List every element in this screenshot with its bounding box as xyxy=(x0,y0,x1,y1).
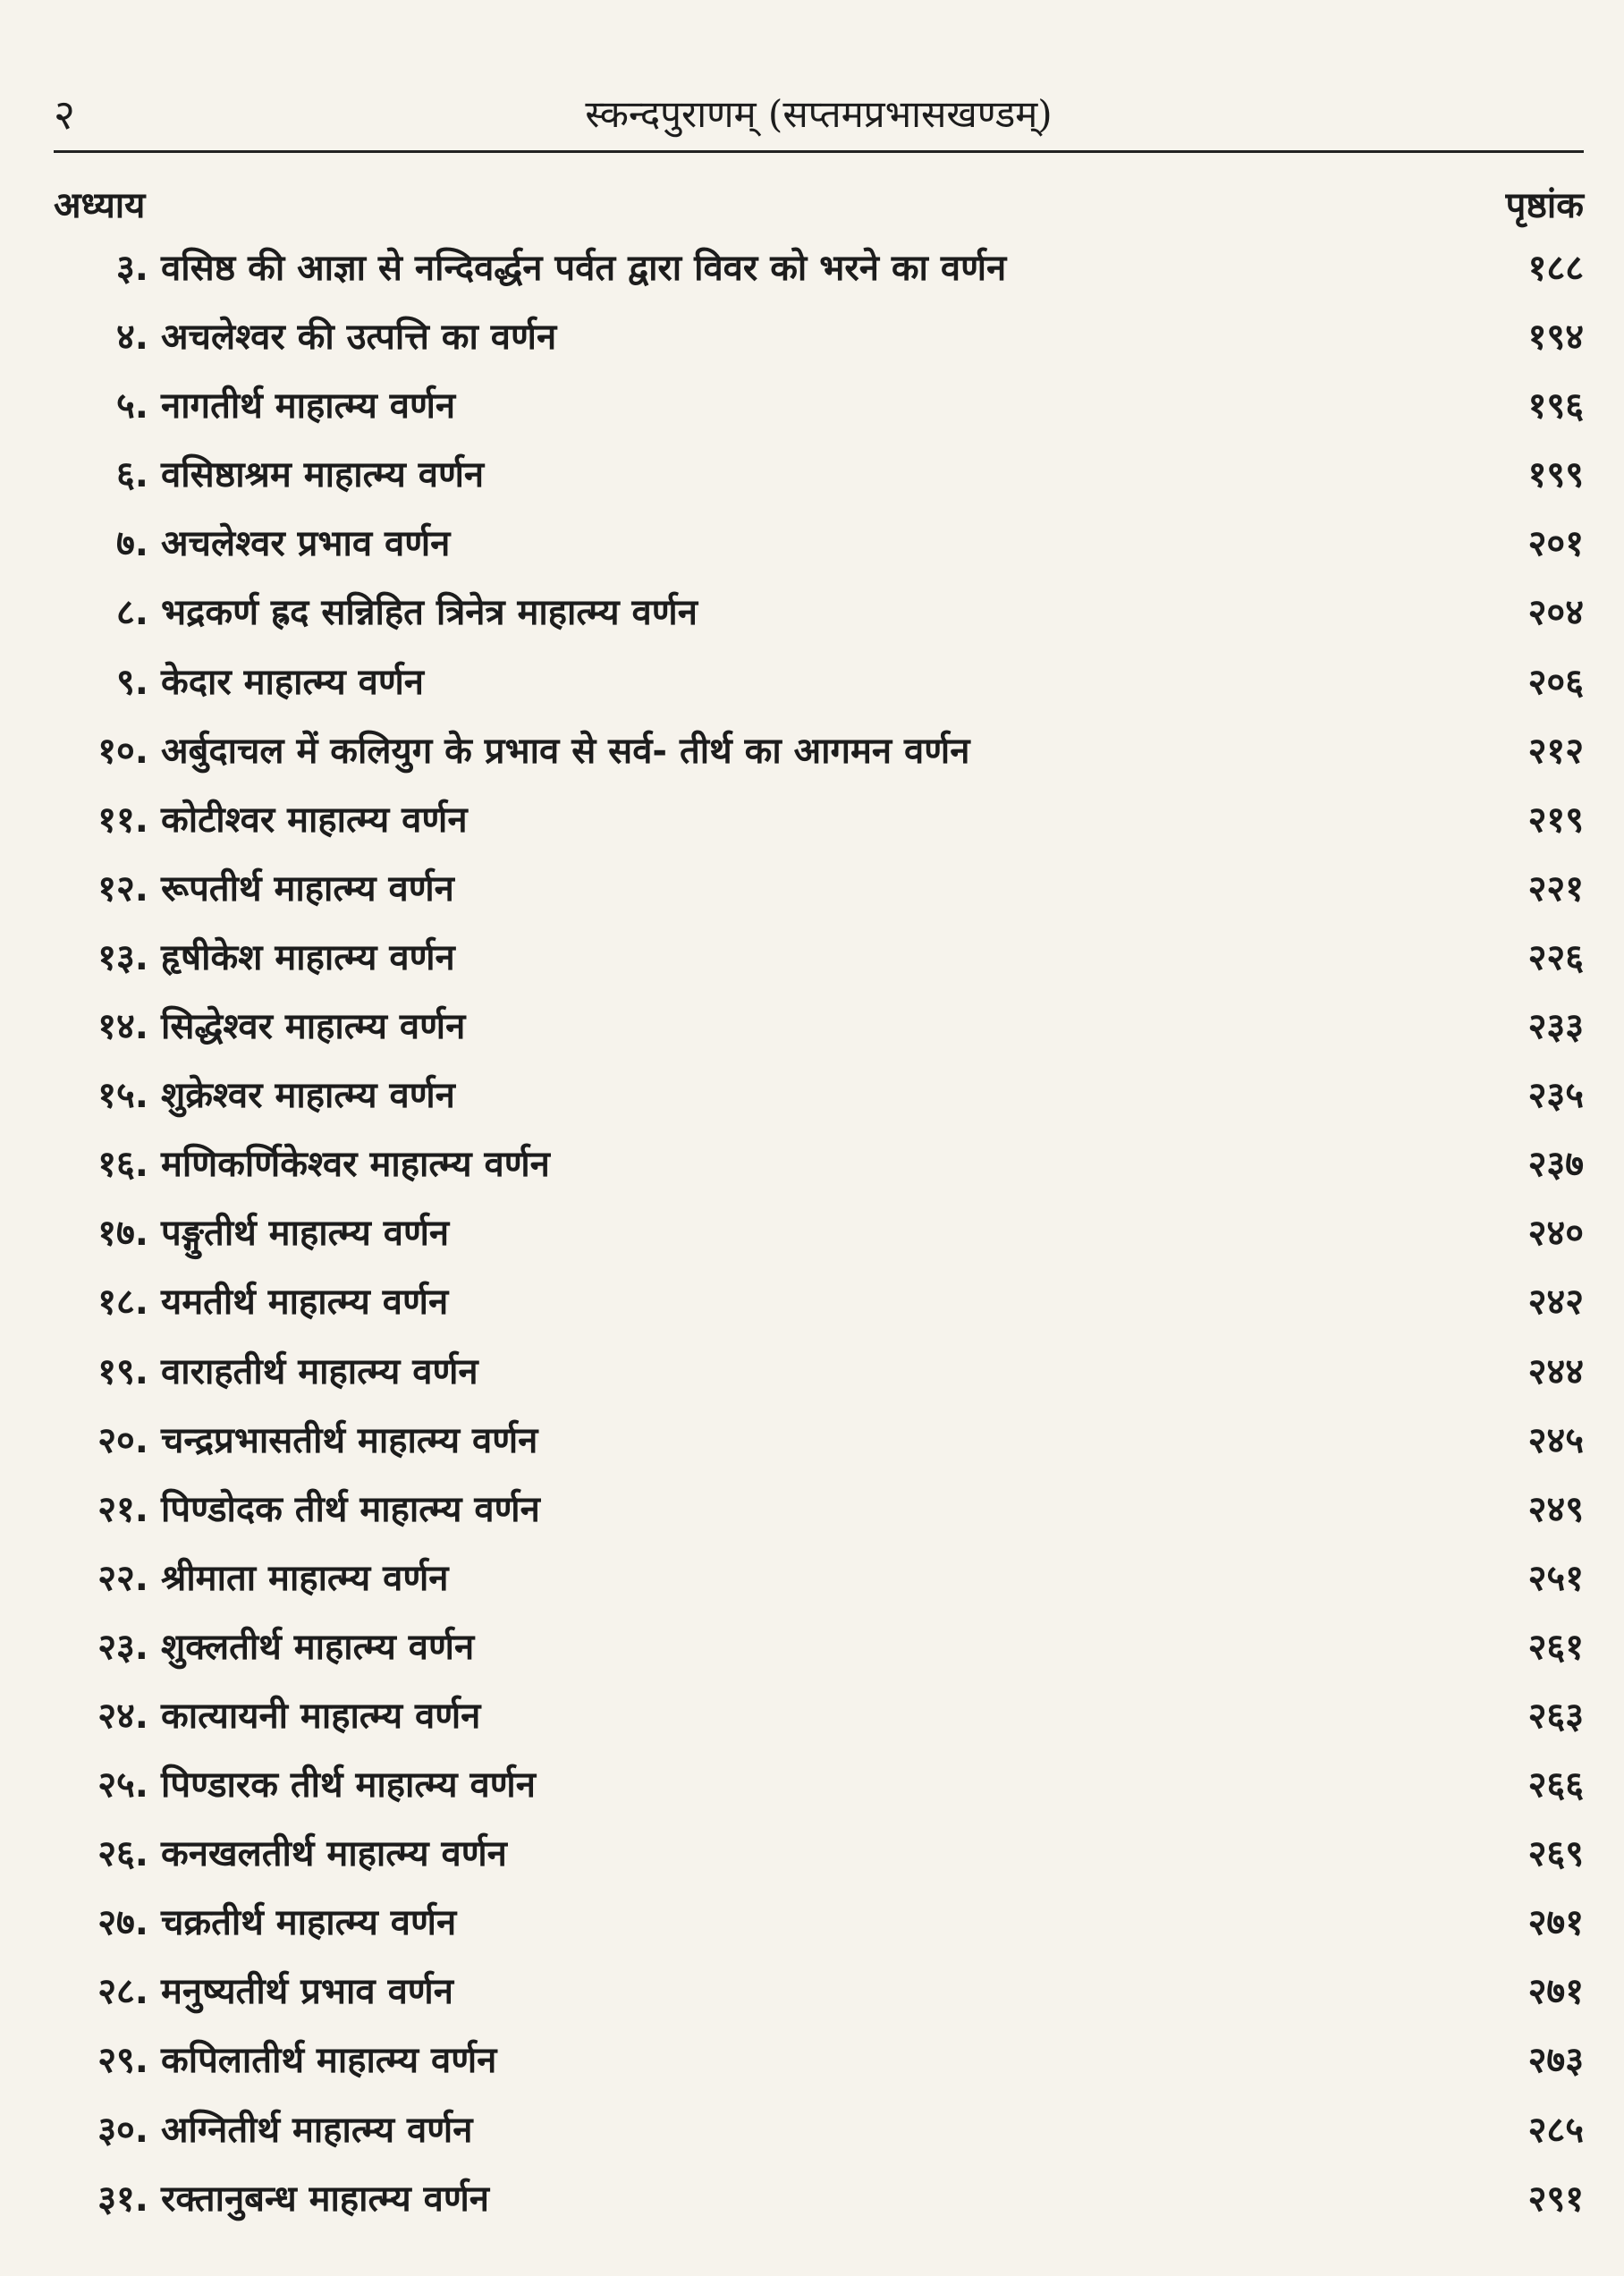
toc-entry xyxy=(54,1338,1584,1407)
chapter-number: १०. xyxy=(97,730,148,772)
chapter-page-number: २६३ xyxy=(1527,1695,1584,1737)
toc-entry xyxy=(54,855,1584,924)
toc-entry xyxy=(54,1889,1584,1958)
chapter-number: ९. xyxy=(116,661,148,703)
toc-entry xyxy=(54,648,1584,717)
chapter-number: २८. xyxy=(97,1971,148,2013)
chapter-page-number: २६९ xyxy=(1527,1833,1584,1875)
table-of-contents xyxy=(54,234,1584,2234)
chapter-title: कात्यायनी माहात्म्य वर्णन xyxy=(161,1695,481,1737)
chapter-title: कनखलतीर्थ माहात्म्य वर्णन xyxy=(161,1833,507,1875)
chapter-page-number: २४४ xyxy=(1527,1350,1584,1392)
chapter-title: वसिष्ठ की आज्ञा से नन्दिवर्द्धन पर्वत द्वारा विवर को भरने का वर्णन xyxy=(161,248,1007,289)
chapter-column-label: अध्याय xyxy=(54,185,146,226)
chapter-page-number: २४० xyxy=(1527,1213,1584,1255)
chapter-title: भद्रकर्ण ह्रद सन्निहित त्रिनेत्र माहात्म्य वर्णन xyxy=(161,592,698,634)
chapter-title: नागतीर्थ माहात्म्य वर्णन xyxy=(161,385,456,427)
toc-entry xyxy=(54,1062,1584,1130)
chapter-title: अर्बुदाचल में कलियुग के प्रभाव से सर्व- तीर्थ का आगमन वर्णन xyxy=(161,730,970,772)
toc-entry xyxy=(54,717,1584,786)
page-column-label: पृष्ठांक xyxy=(1505,185,1584,226)
chapter-number: १७. xyxy=(97,1213,148,1255)
chapter-title: कपिलातीर्थ माहात्म्य वर्णन xyxy=(161,2040,497,2082)
chapter-title: श्रीमाता माहात्म्य वर्णन xyxy=(161,1557,449,1599)
toc-entry xyxy=(54,1613,1584,1682)
chapter-title: चन्द्रप्रभासतीर्थ माहात्म्य वर्णन xyxy=(161,1419,538,1461)
chapter-page-number: २१९ xyxy=(1527,799,1584,841)
chapter-page-number: २७१ xyxy=(1527,1902,1584,1944)
toc-entry xyxy=(54,993,1584,1062)
chapter-page-number: २७३ xyxy=(1527,2040,1584,2082)
chapter-number: २९. xyxy=(97,2040,148,2082)
chapter-page-number: २३५ xyxy=(1527,1075,1584,1117)
chapter-title: केदार माहात्म्य वर्णन xyxy=(161,661,425,703)
chapter-title: पिण्डोदक तीर्थ माहात्म्य वर्णन xyxy=(161,1488,540,1530)
toc-entry xyxy=(54,2096,1584,2165)
chapter-page-number: २५१ xyxy=(1527,1557,1584,1599)
toc-entry xyxy=(54,1407,1584,1476)
chapter-page-number: २४२ xyxy=(1527,1282,1584,1324)
chapter-title: अग्नितीर्थ माहात्म्य वर्णन xyxy=(161,2109,473,2151)
chapter-title: चक्रतीर्थ माहात्म्य वर्णन xyxy=(161,1902,457,1944)
chapter-number: ४. xyxy=(116,317,148,359)
chapter-number: २३. xyxy=(97,1626,148,1668)
chapter-page-number: २२१ xyxy=(1527,867,1584,910)
chapter-page-number: २०१ xyxy=(1527,523,1584,565)
chapter-title: यमतीर्थ माहात्म्य वर्णन xyxy=(161,1282,449,1324)
chapter-page-number: १८८ xyxy=(1527,248,1584,289)
chapter-number: १४. xyxy=(97,1006,148,1048)
chapter-title: पङ्गुतीर्थ माहात्म्य वर्णन xyxy=(161,1213,450,1255)
chapter-number: ६. xyxy=(116,454,148,496)
toc-entry xyxy=(54,924,1584,993)
chapter-page-number: २३३ xyxy=(1527,1006,1584,1048)
chapter-page-number: २६१ xyxy=(1527,1626,1584,1668)
toc-entry xyxy=(54,2165,1584,2234)
toc-entry xyxy=(54,1476,1584,1544)
chapter-title: अचलेश्वर की उत्पत्ति का वर्णन xyxy=(161,317,557,359)
chapter-number: ३१. xyxy=(97,2178,148,2220)
chapter-number: ७. xyxy=(116,523,148,565)
running-head xyxy=(54,79,1584,150)
chapter-number: २४. xyxy=(97,1695,148,1737)
page-number: २ xyxy=(54,90,75,139)
chapter-title: हृषीकेश माहात्म्य वर्णन xyxy=(161,936,455,978)
toc-entry xyxy=(54,441,1584,510)
toc-entry xyxy=(54,303,1584,372)
chapter-number: १९. xyxy=(97,1350,148,1392)
chapter-title: सिद्धेश्वर माहात्म्य वर्णन xyxy=(161,1006,466,1048)
chapter-page-number: २०४ xyxy=(1527,592,1584,634)
chapter-number: ५. xyxy=(116,385,148,427)
chapter-number: १५. xyxy=(97,1075,148,1117)
chapter-page-number: १९९ xyxy=(1527,454,1584,496)
book-title: स्कन्दपुराणम् (सप्तमप्रभासखण्डम्) xyxy=(585,92,1053,136)
toc-entry xyxy=(54,1820,1584,1889)
chapter-number: ३०. xyxy=(97,2109,148,2151)
chapter-title: शुक्लतीर्थ माहात्म्य वर्णन xyxy=(161,1626,475,1668)
chapter-number: १६. xyxy=(97,1144,148,1186)
toc-entry xyxy=(54,2026,1584,2095)
chapter-page-number: २४९ xyxy=(1527,1488,1584,1530)
toc-entry xyxy=(54,786,1584,855)
chapter-title: कोटीश्वर माहात्म्य वर्णन xyxy=(161,799,468,841)
chapter-number: २६. xyxy=(97,1833,148,1875)
toc-entry xyxy=(54,510,1584,579)
toc-entry xyxy=(54,1199,1584,1268)
chapter-title: वसिष्ठाश्रम माहात्म्य वर्णन xyxy=(161,454,485,496)
chapter-title: मनुष्यतीर्थ प्रभाव वर्णन xyxy=(161,1971,453,2013)
chapter-number: ३. xyxy=(116,248,148,289)
toc-entry xyxy=(54,1130,1584,1199)
chapter-page-number: २६६ xyxy=(1527,1764,1584,1806)
chapter-number: २५. xyxy=(97,1764,148,1806)
chapter-number: २२. xyxy=(97,1557,148,1599)
toc-entry xyxy=(54,579,1584,647)
chapter-title: पिण्डारक तीर्थ माहात्म्य वर्णन xyxy=(161,1764,536,1806)
chapter-title: शुक्रेश्वर माहात्म्य वर्णन xyxy=(161,1075,455,1117)
chapter-page-number: २३७ xyxy=(1527,1144,1584,1186)
chapter-page-number: २२६ xyxy=(1527,936,1584,978)
column-headers xyxy=(54,174,1584,237)
chapter-page-number: २९१ xyxy=(1527,2178,1584,2220)
chapter-page-number: १९६ xyxy=(1527,385,1584,427)
chapter-number: २७. xyxy=(97,1902,148,1944)
toc-entry xyxy=(54,1544,1584,1613)
toc-entry xyxy=(54,1268,1584,1337)
chapter-page-number: २०६ xyxy=(1527,661,1584,703)
toc-entry xyxy=(54,372,1584,441)
chapter-page-number: २४५ xyxy=(1527,1419,1584,1461)
chapter-number: ८. xyxy=(116,592,148,634)
chapter-number: १२. xyxy=(97,867,148,910)
chapter-page-number: २७१ xyxy=(1527,1971,1584,2013)
chapter-title: रक्तानुबन्ध माहात्म्य वर्णन xyxy=(161,2178,490,2220)
header-rule xyxy=(54,150,1584,153)
chapter-number: २०. xyxy=(97,1419,148,1461)
chapter-title: मणिकर्णिकेश्वर माहात्म्य वर्णन xyxy=(161,1144,550,1186)
chapter-page-number: १९४ xyxy=(1527,317,1584,359)
chapter-number: १३. xyxy=(97,936,148,978)
chapter-title: रूपतीर्थ माहात्म्य वर्णन xyxy=(161,867,454,910)
chapter-number: १८. xyxy=(97,1282,148,1324)
chapter-number: २१. xyxy=(97,1488,148,1530)
chapter-page-number: २१२ xyxy=(1527,730,1584,772)
chapter-title: वाराहतीर्थ माहात्म्य वर्णन xyxy=(161,1350,478,1392)
toc-entry xyxy=(54,1751,1584,1820)
chapter-number: ११. xyxy=(97,799,148,841)
chapter-title: अचलेश्वर प्रभाव वर्णन xyxy=(161,523,451,565)
toc-entry xyxy=(54,1682,1584,1751)
toc-entry xyxy=(54,234,1584,303)
toc-entry xyxy=(54,1958,1584,2026)
chapter-page-number: २८५ xyxy=(1527,2109,1584,2151)
